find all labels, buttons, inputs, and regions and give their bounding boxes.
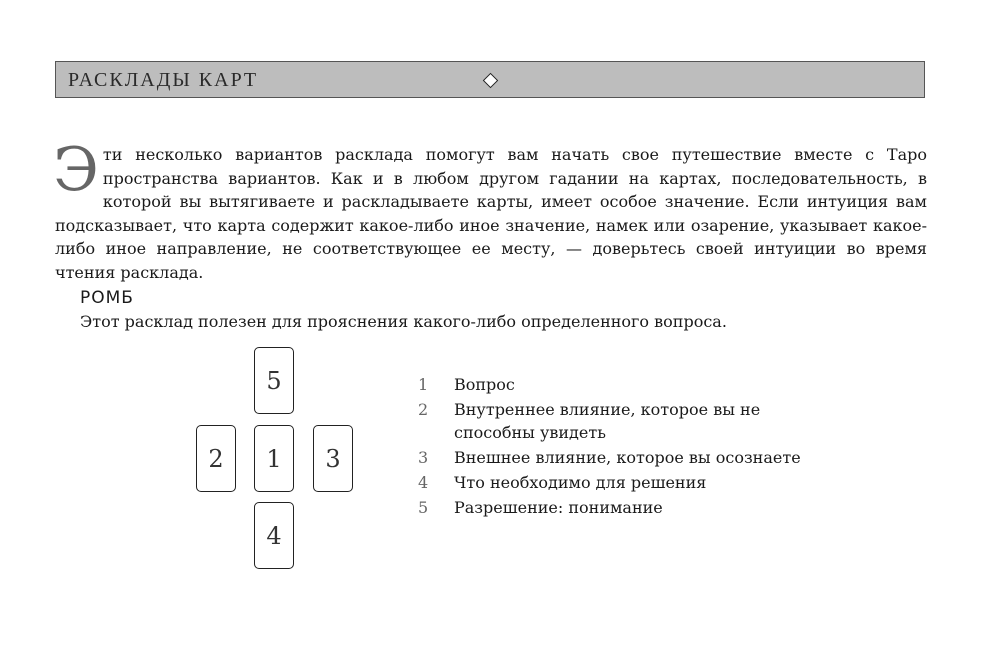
legend-item bbox=[418, 446, 838, 469]
legend-number: 5 bbox=[418, 498, 429, 517]
card-2: 2 bbox=[196, 425, 236, 492]
card-1: 1 bbox=[254, 425, 294, 492]
legend-number: 4 bbox=[418, 473, 429, 492]
intro-paragraph bbox=[53, 135, 927, 284]
card-3: 3 bbox=[313, 425, 353, 492]
section-title: РОМБ bbox=[80, 288, 134, 308]
section-description: Этот расклад полезен для прояснения какого-либо определенного вопроса. bbox=[80, 312, 727, 331]
legend-text: Внутреннее влияние, которое вы не способны увидеть bbox=[454, 400, 761, 442]
chapter-header-bar bbox=[55, 61, 925, 98]
drop-cap: Э bbox=[53, 135, 99, 205]
legend-number: 2 bbox=[418, 400, 429, 419]
card-4: 4 bbox=[254, 502, 294, 569]
legend-number: 1 bbox=[418, 375, 429, 394]
intro-text: ти несколько вариантов расклада помогут вам начать свое путешествие вместе с Таро пространства вариантов. Как и в любом другом гадании на картах, последовательность, в которой вы вытягиваете и раскладываете карты, имеет особое значение. Если интуиция вам подсказывает, что карта содержит какое-либо иное значение, намек или озарение, указывает какое-либо иное направление, не соответствующее ее месту, — доверьтесь своей интуиции во время чтения расклада. bbox=[55, 145, 927, 282]
chapter-title: РАСКЛАДЫ КАРТ bbox=[68, 69, 259, 91]
legend-item bbox=[418, 471, 838, 494]
legend-text: Вопрос bbox=[454, 375, 515, 394]
legend-item bbox=[418, 373, 838, 396]
legend-item bbox=[418, 496, 838, 519]
spread-legend bbox=[418, 373, 838, 519]
legend-text: Разрешение: понимание bbox=[454, 498, 663, 517]
card-5: 5 bbox=[254, 347, 294, 414]
legend-item bbox=[418, 398, 838, 444]
diamond-ornament-icon bbox=[483, 73, 499, 89]
legend-text: Что необходимо для решения bbox=[454, 473, 707, 492]
legend-number: 3 bbox=[418, 448, 429, 467]
legend-text: Внешнее влияние, которое вы осознаете bbox=[454, 448, 801, 467]
